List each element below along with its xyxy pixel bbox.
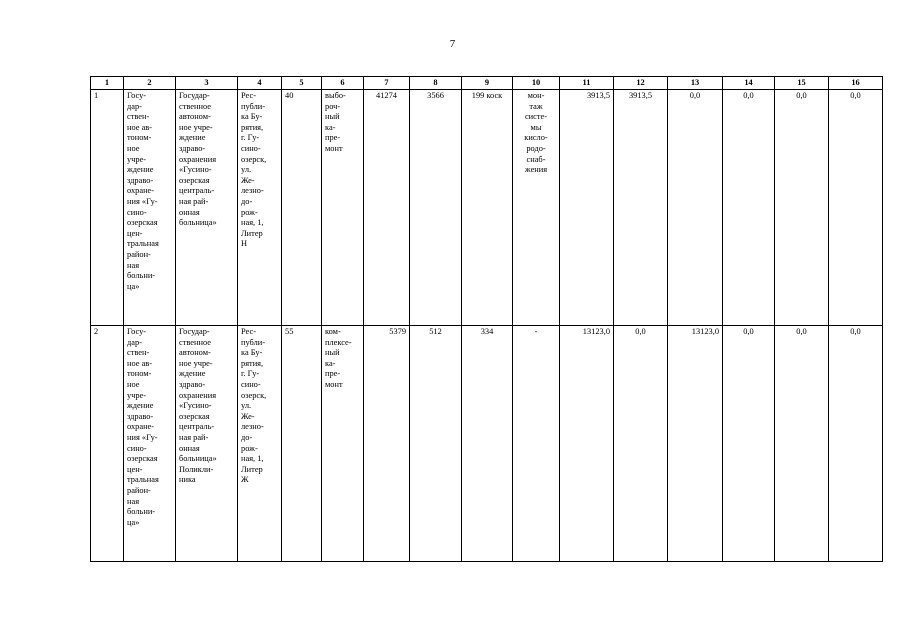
value-cell: 3913,5 (560, 90, 614, 326)
cell-text-line: тральная (127, 239, 159, 249)
cell-text-line: ственное (179, 337, 211, 347)
value-cell: 13123,0 (668, 326, 723, 562)
cell-text-line: публи- (241, 337, 266, 347)
cell-text-line: г. Гу- (241, 369, 260, 379)
value-cell: 199 коск (462, 90, 513, 326)
value-cell: 0,0 (829, 90, 883, 326)
value-cell: 3566 (410, 90, 462, 326)
cell-text-line: ствен- (127, 348, 150, 358)
cell-text-line: озерск, (241, 390, 267, 400)
cell-text-line: здраво- (179, 379, 206, 389)
cell-text-line: Литер (241, 228, 263, 238)
repair-type-cell (322, 326, 364, 562)
column-header: 8 (410, 77, 462, 90)
cell-text-line: тоном- (127, 133, 152, 143)
cell-text-line: цен- (127, 464, 143, 474)
cell-text-line: район- (127, 249, 151, 259)
cell-text-line: «Гусино- (179, 165, 212, 175)
cell-text-line: район- (127, 485, 151, 495)
address-cell (238, 90, 282, 326)
cell-text-line: ждение (179, 133, 206, 143)
cell-text-line: таж (529, 101, 543, 111)
cell-text-line: систе- (524, 112, 548, 122)
cell-text-line: пре- (325, 133, 341, 143)
value-cell: 0,0 (723, 90, 775, 326)
cell-text-line: учре- (127, 390, 147, 400)
cell-text-line: ния «Гу- (127, 432, 158, 442)
address-cell (238, 326, 282, 562)
cell-text-line: ствен- (127, 112, 150, 122)
cell-text-line: тральная (127, 475, 159, 485)
cell-text-line: роч- (325, 101, 341, 111)
cell-text-line: жения (524, 165, 548, 175)
value-cell: 41274 (364, 90, 410, 326)
cell-text-line: Поликли- (179, 464, 214, 474)
cell-text-line: ная рай- (179, 196, 209, 206)
object-name-cell (176, 326, 238, 562)
column-header: 7 (364, 77, 410, 90)
value-cell: 40 (282, 90, 322, 326)
value-cell: 0,0 (775, 90, 829, 326)
cell-text-line: монт (325, 379, 343, 389)
cell-text-line: публи- (241, 101, 266, 111)
cell-text-line: цен- (127, 228, 143, 238)
cell-text-line: ул. (241, 165, 252, 175)
cell-text-line: ком- (325, 327, 341, 336)
cell-text-line: больни- (127, 271, 156, 281)
column-header: 15 (775, 77, 829, 90)
cell-text-line: централь- (179, 186, 215, 196)
cell-text-line: ка Бу- (241, 348, 263, 358)
column-header: 9 (462, 77, 513, 90)
cell-text-line: онная (179, 443, 200, 453)
cell-text-line: до- (241, 432, 253, 442)
cell-text-line: сино- (241, 379, 261, 389)
cell-text-line: здраво- (127, 175, 154, 185)
works-type-cell (513, 326, 560, 562)
cell-text-line: ный (325, 112, 340, 122)
cell-text-line: снаб- (526, 154, 546, 164)
cell-text-line: озерск, (241, 154, 267, 164)
cell-text-line: больница» (179, 218, 217, 228)
cell-text-line: ное учре- (179, 358, 213, 368)
repair-type-cell (322, 90, 364, 326)
cell-text-line: Государ- (179, 91, 210, 100)
value-cell: 0,0 (723, 326, 775, 562)
value-cell: 512 (410, 326, 462, 562)
cell-text-line: дар- (127, 101, 142, 111)
cell-text-line: ное (127, 379, 140, 389)
column-header: 12 (614, 77, 668, 90)
cell-text-line: ул. (241, 401, 252, 411)
column-header: 10 (513, 77, 560, 90)
value-cell: 3913,5 (614, 90, 668, 326)
cell-text-line: Ж (241, 475, 249, 485)
column-header: 5 (282, 77, 322, 90)
cell-text-line: ния «Гу- (127, 196, 158, 206)
cell-text-line: ное ав- (127, 122, 153, 132)
column-header: 3 (176, 77, 238, 90)
cell-text-line: - (534, 327, 538, 336)
cell-text-line: Рес- (241, 327, 256, 336)
cell-text-line: ная, 1, (241, 454, 264, 464)
cell-text-line: рож- (241, 443, 258, 453)
cell-text-line: рятия, (241, 122, 264, 132)
cell-text-line: родо- (526, 143, 546, 153)
cell-text-line: автоном- (179, 112, 211, 122)
institution-name-cell (124, 326, 176, 562)
cell-text-line: рятия, (241, 358, 264, 368)
cell-text-line: больница» (179, 454, 217, 464)
works-type-cell (513, 90, 560, 326)
cell-text-line: ственное (179, 101, 211, 111)
cell-text-line: Госу- (127, 91, 147, 100)
table-row (91, 90, 883, 326)
value-cell: 0,0 (775, 326, 829, 562)
cell-text-line: сино- (241, 143, 261, 153)
cell-text-line: ная (127, 496, 140, 506)
value-cell: 13123,0 (560, 326, 614, 562)
data-table (90, 76, 883, 562)
cell-text-line: кисло- (524, 133, 548, 143)
cell-text-line: Рес- (241, 91, 256, 100)
table-row (91, 326, 883, 562)
value-cell: 334 (462, 326, 513, 562)
column-header: 14 (723, 77, 775, 90)
column-header: 6 (322, 77, 364, 90)
cell-text-line: ное (127, 143, 140, 153)
cell-text-line: озерская (127, 454, 158, 464)
value-cell: 0,0 (829, 326, 883, 562)
cell-text-line: Государ- (179, 327, 210, 336)
cell-text-line: больни- (127, 507, 156, 517)
page-number: 7 (449, 38, 456, 50)
column-header: 2 (124, 77, 176, 90)
cell-text-line: охране- (127, 186, 155, 196)
cell-text-line: тоном- (127, 369, 152, 379)
cell-text-line: учре- (127, 154, 147, 164)
cell-text-line: лезно- (241, 186, 264, 196)
cell-text-line: г. Гу- (241, 133, 260, 143)
cell-text-line: ка- (325, 358, 336, 368)
cell-text-line: плексе- (325, 337, 352, 347)
object-name-cell (176, 90, 238, 326)
cell-text-line: озерская (127, 218, 158, 228)
cell-text-line: пре- (325, 369, 341, 379)
cell-text-line: сино- (127, 207, 147, 217)
cell-text-line: Н (241, 239, 248, 249)
cell-text-line: мы (530, 122, 542, 132)
cell-text-line: ждение (179, 369, 206, 379)
cell-text-line: лезно- (241, 422, 264, 432)
cell-text-line: до- (241, 196, 253, 206)
table-header-row (91, 77, 883, 90)
cell-text-line: ное ав- (127, 358, 153, 368)
cell-text-line: озерская (179, 175, 210, 185)
cell-text-line: ждение (127, 165, 154, 175)
column-header: 11 (560, 77, 614, 90)
cell-text-line: мон- (527, 91, 545, 100)
cell-text-line: здраво- (127, 411, 154, 421)
institution-name-cell (124, 90, 176, 326)
cell-text-line: ца» (127, 517, 140, 527)
cell-text-line: Же- (241, 175, 255, 185)
cell-text-line: дар- (127, 337, 142, 347)
cell-text-line: ная (127, 260, 140, 270)
cell-text-line: охранения (179, 154, 217, 164)
cell-text-line: здраво- (179, 143, 206, 153)
cell-text-line: Литер (241, 464, 263, 474)
cell-text-line: Же- (241, 411, 255, 421)
value-cell: 0,0 (668, 90, 723, 326)
cell-text-line: озерская (179, 411, 210, 421)
row-number-cell: 1 (91, 90, 124, 326)
cell-text-line: охране- (127, 422, 155, 432)
cell-text-line: централь- (179, 422, 215, 432)
cell-text-line: монт (325, 143, 343, 153)
cell-text-line: онная (179, 207, 200, 217)
cell-text-line: ждение (127, 401, 154, 411)
column-header: 16 (829, 77, 883, 90)
cell-text-line: охранения (179, 390, 217, 400)
cell-text-line: ная рай- (179, 432, 209, 442)
column-header: 1 (91, 77, 124, 90)
row-number-cell: 2 (91, 326, 124, 562)
cell-text-line: ка- (325, 122, 336, 132)
column-header: 13 (668, 77, 723, 90)
cell-text-line: сино- (127, 443, 147, 453)
cell-text-line: рож- (241, 207, 258, 217)
cell-text-line: ца» (127, 281, 140, 291)
column-header: 4 (238, 77, 282, 90)
cell-text-line: выбо- (325, 91, 346, 100)
cell-text-line: ный (325, 348, 340, 358)
value-cell: 0,0 (614, 326, 668, 562)
cell-text-line: Госу- (127, 327, 147, 336)
cell-text-line: ка Бу- (241, 112, 263, 122)
cell-text-line: ное учре- (179, 122, 213, 132)
cell-text-line: «Гусино- (179, 401, 212, 411)
value-cell: 55 (282, 326, 322, 562)
value-cell: 5379 (364, 326, 410, 562)
cell-text-line: ная, 1, (241, 218, 264, 228)
cell-text-line: автоном- (179, 348, 211, 358)
cell-text-line: ника (179, 475, 196, 485)
